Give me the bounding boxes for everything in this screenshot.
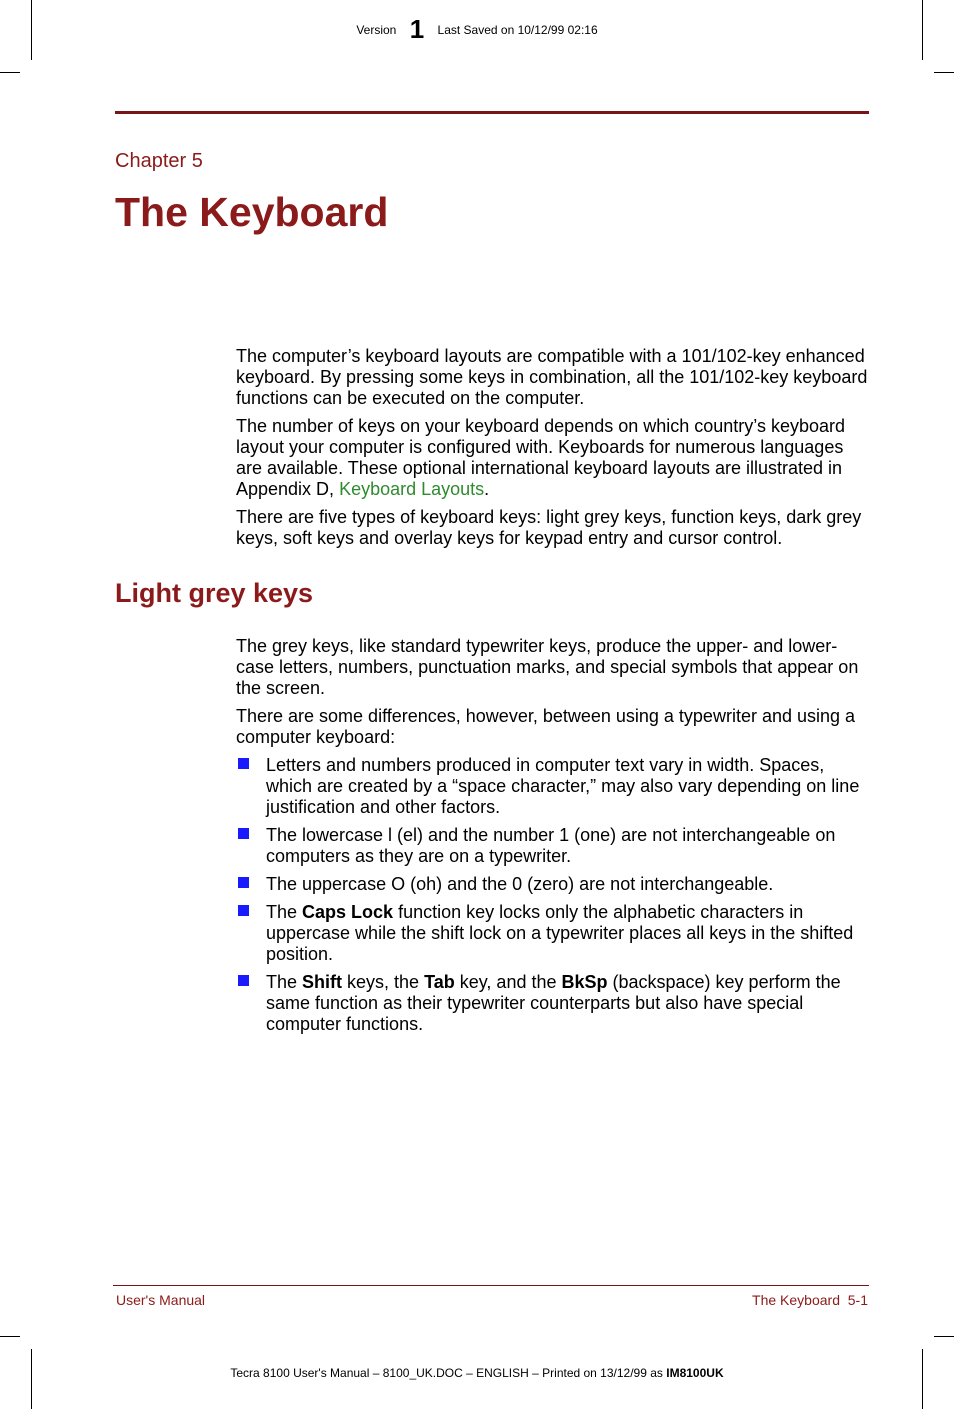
header-rule	[115, 111, 869, 114]
chapter-title: The Keyboard	[115, 189, 389, 235]
section-paragraph-2: There are some differences, however, between using a typewriter and using a computer keyboard:	[236, 706, 856, 747]
square-bullet-icon	[238, 758, 249, 769]
saved-timestamp: Last Saved on 10/12/99 02:16	[437, 23, 598, 37]
list-item-text: keys, the	[342, 972, 425, 992]
key-name-bksp: BkSp	[561, 972, 608, 992]
footer-manual-name: User's Manual	[116, 1292, 206, 1308]
version-label: Version	[356, 23, 397, 37]
square-bullet-icon	[238, 975, 249, 986]
list-item-text: The	[266, 902, 303, 922]
list-item	[236, 874, 868, 895]
list-item-text: Letters and numbers produced in computer text vary in width. Spaces, which are created by a “space character,” may also vary depending on line justification and other factors.	[266, 755, 860, 817]
list-item-text: function key locks only the alphabetic characters in uppercase while the shift lock on a typewriter places all keys in the shifted position.	[266, 902, 854, 964]
version-header	[0, 14, 954, 45]
intro-paragraph-1: The computer’s keyboard layouts are compatible with a 101/102-key enhanced keyboard. By pressing some keys in combination, all the 101/102-key keyboard functions can be executed on the computer.	[236, 346, 868, 408]
list-item	[236, 755, 868, 818]
version-number: 1	[409, 14, 425, 44]
section-heading: Light grey keys	[115, 578, 314, 608]
crop-mark	[0, 72, 20, 73]
intro-paragraph-2-text: The number of keys on your keyboard depends on which country’s keyboard layout your computer is configured with. Keyboards for numerous languages are available. These optional international keyboard layouts are illustrated in Appendix D,	[236, 416, 846, 499]
list-item-text: (backspace) key perform the same function as their typewriter counterparts but also have special computer functions.	[266, 972, 841, 1034]
intro-section	[236, 346, 868, 556]
list-item-text: The uppercase O (oh) and the 0 (zero) are not interchangeable.	[266, 874, 774, 894]
list-item-text: The lowercase l (el) and the number 1 (one) are not interchangeable on computers as they are on a typewriter.	[266, 825, 836, 866]
key-name-caps-lock: Caps Lock	[302, 902, 394, 922]
intro-paragraph-2-end: .	[484, 479, 490, 499]
footer-rule	[113, 1285, 869, 1286]
key-name-shift: Shift	[302, 972, 343, 992]
print-code: IM8100UK	[666, 1366, 724, 1380]
crop-mark	[934, 72, 954, 73]
list-item	[236, 825, 868, 867]
list-item-text: The	[266, 972, 303, 992]
list-item	[236, 902, 868, 965]
intro-paragraph-3: There are five types of keyboard keys: light grey keys, function keys, dark grey keys, soft keys and overlay keys for keypad entry and cursor control.	[236, 507, 862, 548]
print-info-text: Tecra 8100 User's Manual – 8100_UK.DOC – ENGLISH – Printed on 13/12/99 as	[230, 1366, 667, 1380]
crop-mark	[934, 1336, 954, 1337]
crop-mark	[0, 1336, 20, 1337]
square-bullet-icon	[238, 905, 249, 916]
section-paragraph-1: The grey keys, like standard typewriter keys, produce the upper- and lower-case letters, numbers, punctuation marks, and special symbols that appear on the screen.	[236, 636, 859, 698]
keyboard-layouts-link[interactable]: Keyboard Layouts	[339, 479, 485, 499]
intro-paragraph-2	[236, 416, 868, 500]
list-item	[236, 972, 868, 1035]
key-name-tab: Tab	[424, 972, 455, 992]
light-grey-keys-section	[236, 636, 868, 1042]
print-info	[0, 1366, 954, 1380]
footer-page-number: The Keyboard 5-1	[752, 1292, 868, 1308]
square-bullet-icon	[238, 877, 249, 888]
square-bullet-icon	[238, 828, 249, 839]
chapter-label: Chapter 5	[115, 150, 203, 172]
list-item-text: key, and the	[454, 972, 562, 992]
differences-list	[236, 755, 868, 1035]
